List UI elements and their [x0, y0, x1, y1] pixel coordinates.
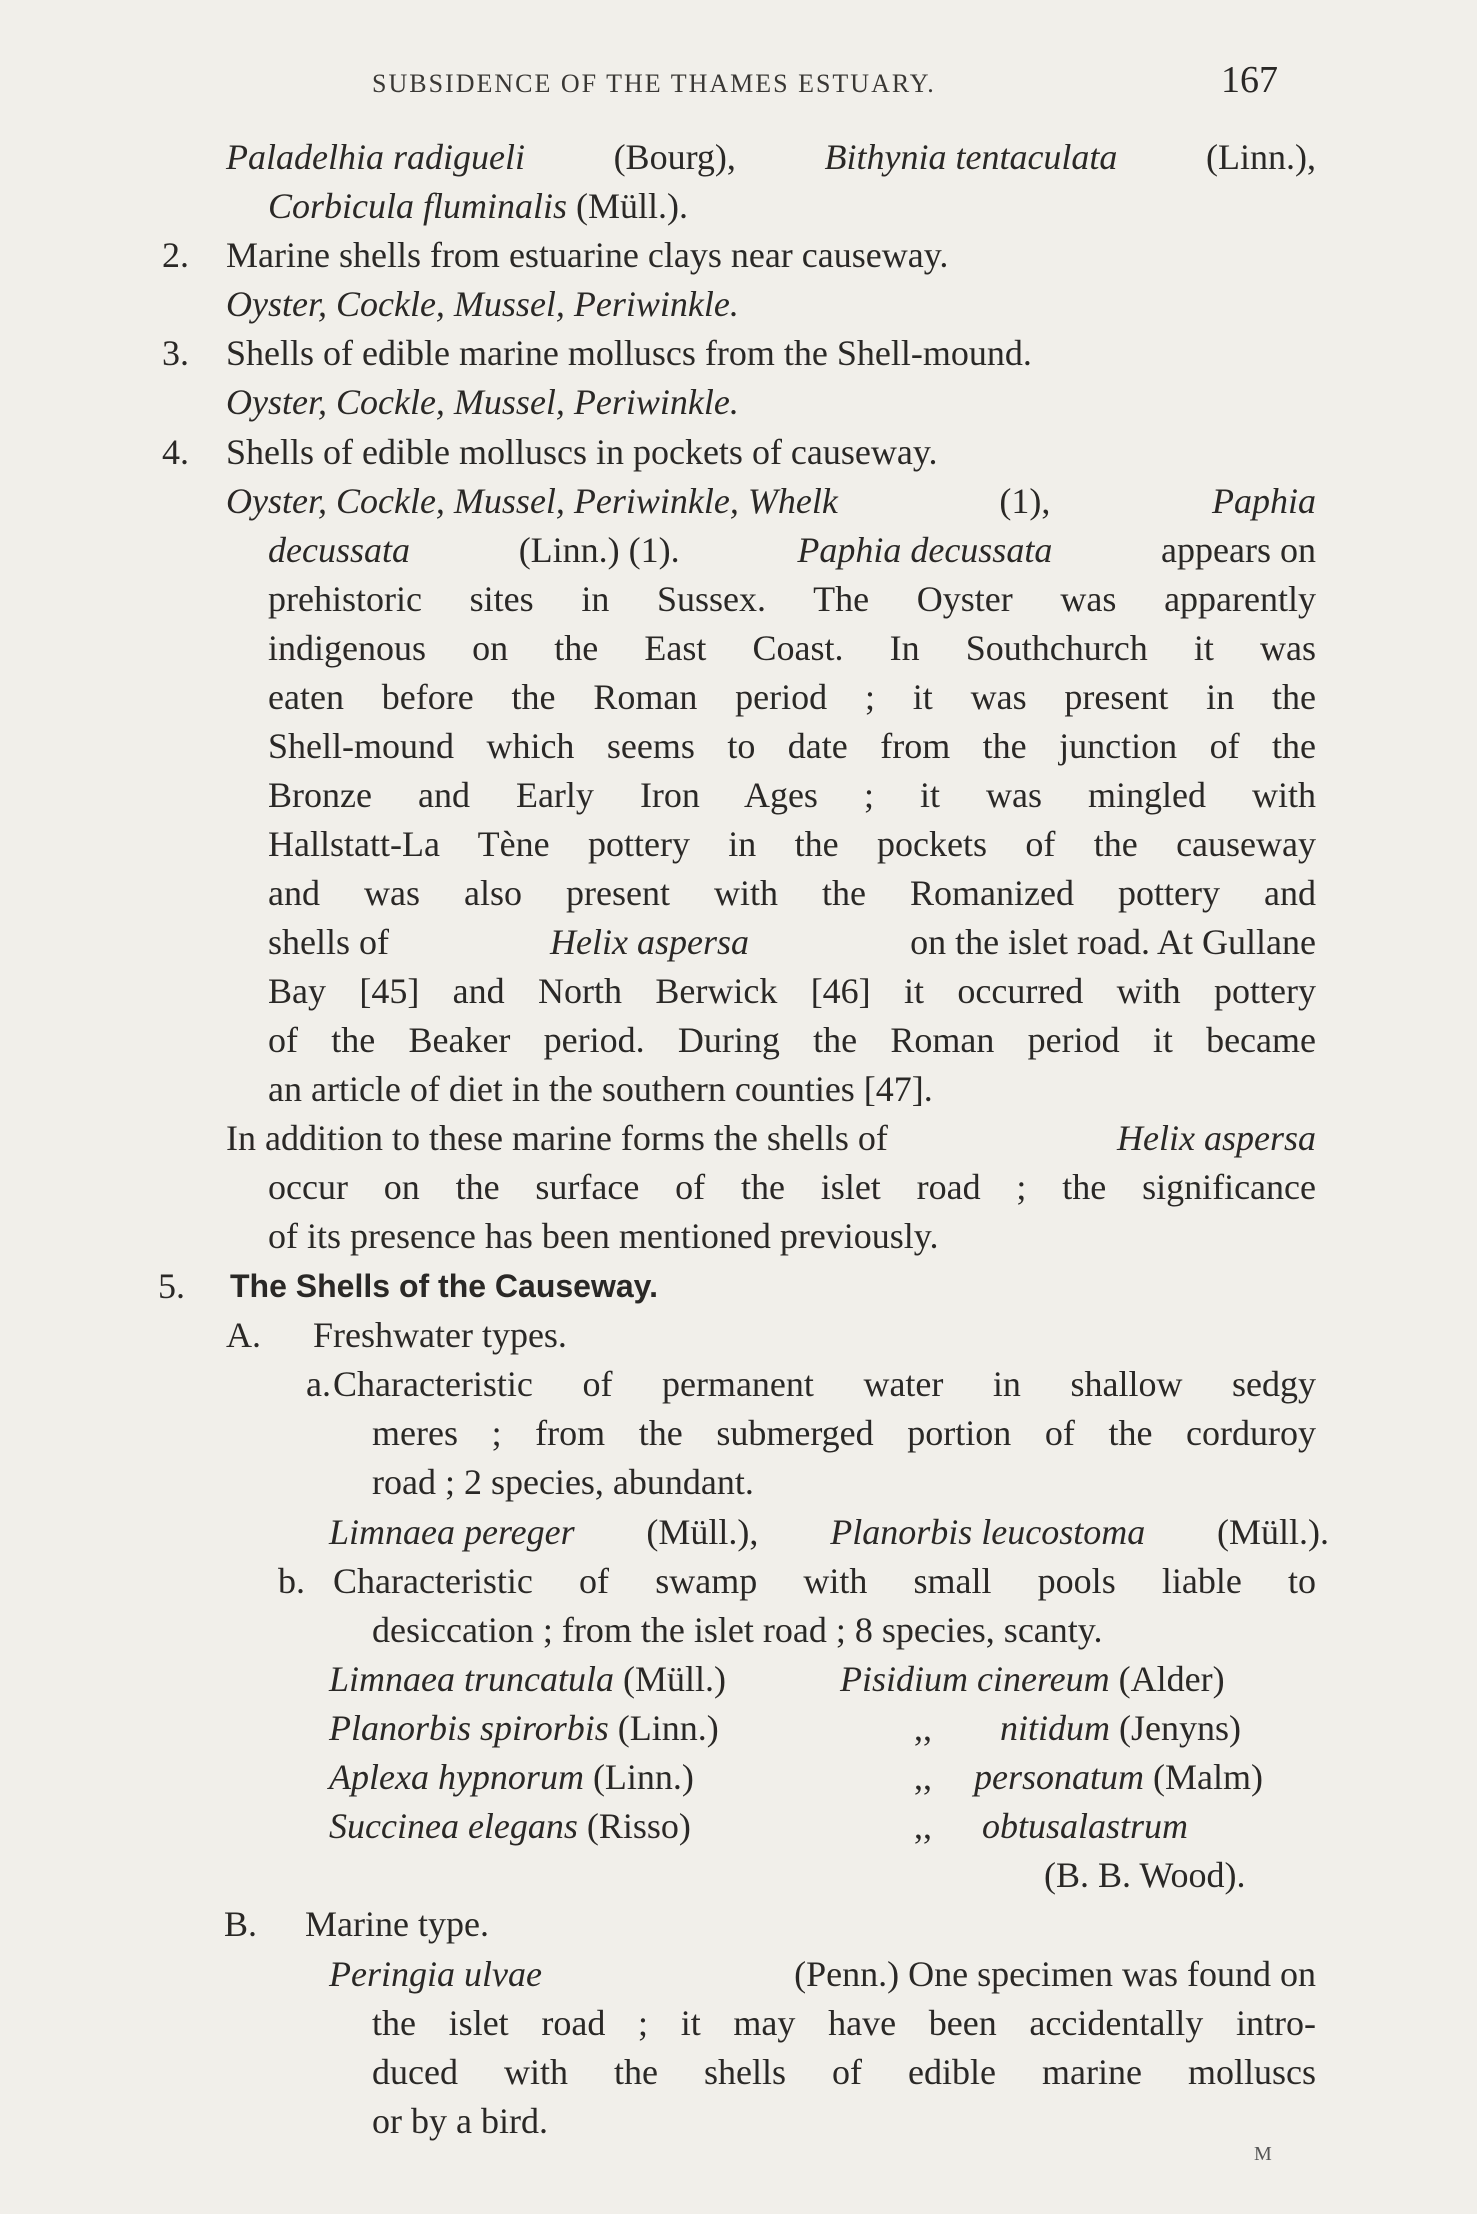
species-name: Paladelhia radigueli: [226, 137, 525, 177]
signature-mark: M: [1254, 2143, 1272, 2165]
item-letter: a.: [306, 1364, 331, 1404]
item-letter: A.: [226, 1315, 261, 1355]
text-line: shells of Helix aspersa on the islet road. At Gullane: [268, 922, 1316, 962]
text-line: or by a bird.: [372, 2101, 548, 2141]
text-line: Characteristic of swamp with small pools liable to: [333, 1561, 1316, 1601]
text-line: Peringia ulvae (Penn.) One specimen was found on: [329, 1954, 1316, 1994]
species-left: Planorbis spirorbis (Linn.): [329, 1708, 719, 1748]
ditto-mark: ,,: [914, 1708, 932, 1748]
species-line: Limnaea pereger (Müll.), Planorbis leucostoma (Müll.).: [329, 1512, 1329, 1552]
species-list: Oyster, Cockle, Mussel, Periwinkle.: [226, 284, 739, 324]
section-heading: The Shells of the Causeway.: [230, 1268, 658, 1304]
text-line: Shells of edible molluscs in pockets of causeway.: [226, 432, 938, 472]
species-name: Corbicula fluminalis: [268, 186, 568, 226]
text-line: the islet road ; it may have been accidentally intro-: [372, 2003, 1316, 2043]
text-line: of its presence has been mentioned previously.: [268, 1216, 939, 1256]
authority: (B. B. Wood).: [1044, 1855, 1246, 1895]
species-right: nitidum (Jenyns): [1000, 1708, 1241, 1748]
item-number: 3.: [162, 333, 189, 373]
text-line: Paladelhia radigueli (Bourg), Bithynia tentaculata (Linn.),: [226, 133, 1316, 181]
text-line: Marine shells from estuarine clays near causeway.: [226, 235, 949, 275]
text-line: eaten before the Roman period ; it was present in the: [268, 677, 1316, 717]
ditto-mark: ,,: [914, 1806, 932, 1846]
item-number: 5.: [158, 1266, 185, 1306]
text-line: prehistoric sites in Sussex. The Oyster was apparently: [268, 579, 1316, 619]
text-line: and was also present with the Romanized pottery and: [268, 873, 1316, 913]
text-line: meres ; from the submerged portion of the corduroy: [372, 1413, 1316, 1453]
running-title: SUBSIDENCE OF THE THAMES ESTUARY.: [372, 69, 936, 98]
ditto-mark: ,,: [914, 1757, 932, 1797]
text-line: Bronze and Early Iron Ages ; it was mingled with: [268, 775, 1316, 815]
item-letter: B.: [224, 1904, 258, 1944]
text-line: road ; 2 species, abundant.: [372, 1462, 754, 1502]
species-right: obtusalastrum: [982, 1806, 1189, 1846]
text-line: desiccation ; from the islet road ; 8 species, scanty.: [372, 1610, 1103, 1650]
text-line: of the Beaker period. During the Roman period it became: [268, 1020, 1316, 1060]
text-line: indigenous on the East Coast. In Southchurch it was: [268, 628, 1316, 668]
species-right: Pisidium cinereum (Alder): [840, 1659, 1225, 1699]
item-number: 4.: [162, 432, 189, 472]
text-line: occur on the surface of the islet road ; the significance: [268, 1167, 1316, 1207]
species-left: Succinea elegans (Risso): [329, 1806, 691, 1846]
text-line: an article of diet in the southern counties [47].: [268, 1069, 933, 1109]
text-line: Hallstatt-La Tène pottery in the pockets of the causeway: [268, 824, 1316, 864]
text-line: In addition to these marine forms the shells of Helix aspersa: [226, 1118, 1316, 1158]
species-right: personatum (Malm): [974, 1757, 1263, 1797]
species-name: Bithynia tentaculata: [824, 137, 1118, 177]
item-number: 2.: [162, 235, 189, 275]
text-line: Freshwater types.: [313, 1315, 567, 1355]
text-line: Corbicula fluminalis (Müll.).: [268, 186, 689, 226]
species-left: Aplexa hypnorum (Linn.): [329, 1757, 694, 1797]
text-line: decussata (Linn.) (1). Paphia decussata appears on: [268, 530, 1316, 570]
text-line: Marine type.: [305, 1904, 489, 1944]
species-list: Oyster, Cockle, Mussel, Periwinkle.: [226, 382, 739, 422]
text-line: duced with the shells of edible marine molluscs: [372, 2052, 1316, 2092]
item-letter: b.: [278, 1561, 305, 1601]
species-left: Limnaea truncatula (Müll.): [329, 1659, 726, 1699]
text-line: Shells of edible marine molluscs from the Shell-mound.: [226, 333, 1032, 373]
text-line: Characteristic of permanent water in shallow sedgy: [333, 1364, 1316, 1404]
text-line: Bay [45] and North Berwick [46] it occurred with pottery: [268, 971, 1316, 1011]
page-number: 167: [1221, 59, 1278, 101]
text-line: Oyster, Cockle, Mussel, Periwinkle, Whelk (1), Paphia: [226, 481, 1316, 521]
text-line: Shell-mound which seems to date from the junction of the: [268, 726, 1316, 766]
